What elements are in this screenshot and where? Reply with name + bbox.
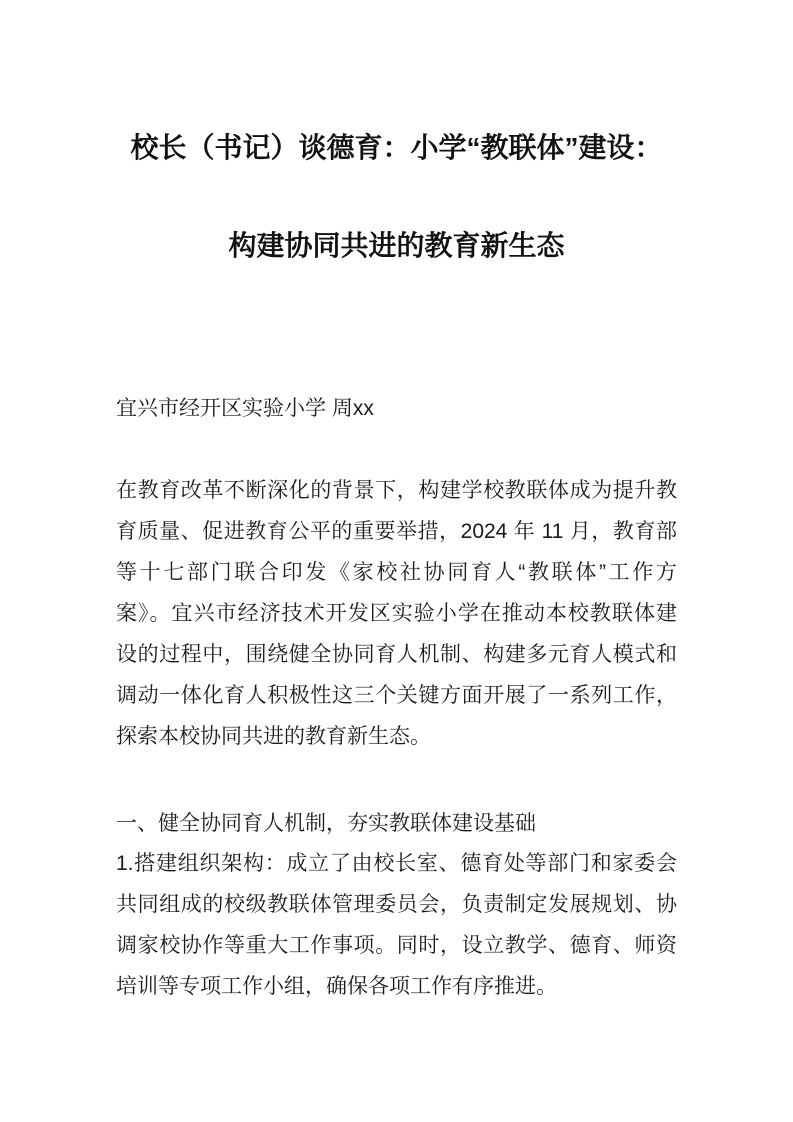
intro-paragraph bbox=[116, 470, 677, 757]
text-line: 在教育改革不断深化的背景下，构建学校教联体成为提升教 bbox=[116, 479, 677, 502]
author-line: 宜兴市经开区实验小学 周xx bbox=[116, 397, 374, 420]
text-line: 育质量、促进教育公平的重要举措，2024 年 11 月，教育部 bbox=[116, 520, 677, 543]
organization-paragraph bbox=[116, 843, 677, 1007]
document-title-line1: 校长（书记）谈德育：小学“教联体”建设： bbox=[130, 132, 663, 163]
text-line: 探索本校协同共进的教育新生态。 bbox=[116, 725, 431, 748]
text-line: 共同组成的校级教联体管理委员会，负责制定发展规划、协 bbox=[116, 893, 677, 916]
section-heading-1: 一、健全协同育人机制，夯实教联体建设基础 bbox=[116, 812, 536, 835]
text-line: 等十七部门联合印发《家校社协同育人“教联体”工作方 bbox=[116, 561, 677, 584]
text-line: 案》。宜兴市经济技术开发区实验小学在推动本校教联体建 bbox=[116, 602, 677, 625]
text-line: 1.搭建组织架构：成立了由校长室、德育处等部门和家委会 bbox=[116, 852, 677, 875]
text-line: 调家校协作等重大工作事项。同时，设立教学、德育、师资 bbox=[116, 934, 677, 957]
document-title-line2: 构建协同共进的教育新生态 bbox=[228, 230, 565, 261]
text-line: 培训等专项工作小组，确保各项工作有序推进。 bbox=[116, 975, 557, 998]
text-line: 调动一体化育人积极性这三个关键方面开展了一系列工作， bbox=[116, 684, 677, 707]
text-line: 设的过程中，围绕健全协同育人机制、构建多元育人模式和 bbox=[116, 643, 677, 666]
